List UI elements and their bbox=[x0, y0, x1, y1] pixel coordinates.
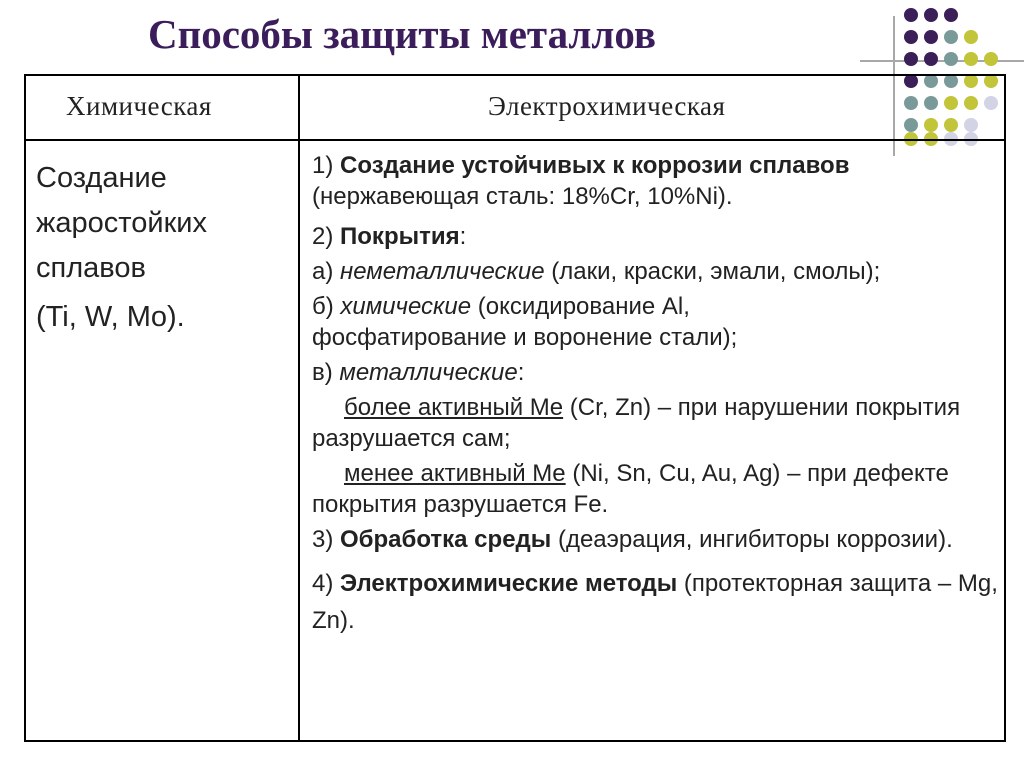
item-2v: в) металлические: bbox=[312, 359, 525, 386]
table-header-row bbox=[26, 76, 1004, 141]
item-2b: б) химические (оксидирование Al, фосфатирование и воронение стали); bbox=[312, 293, 738, 351]
chemical-line: сплавов bbox=[36, 252, 146, 284]
chemical-cell bbox=[36, 156, 286, 340]
item-1: 1) Создание устойчивых к коррозии сплавов (нержавеющая сталь: 18%Cr, 10%Ni). bbox=[312, 152, 850, 210]
chemical-line: Создание bbox=[36, 162, 167, 194]
slide-title: Способы защиты металлов bbox=[148, 11, 657, 57]
chemical-metals: (Ti, W, Mo). bbox=[36, 301, 185, 333]
methods-table bbox=[24, 74, 1006, 742]
column-divider bbox=[298, 76, 300, 740]
item-2: 2) Покрытия: bbox=[312, 223, 467, 250]
header-electrochemical: Электрохимическая bbox=[488, 91, 726, 121]
header-chemical: Химическая bbox=[66, 91, 212, 121]
item-2a: а) неметаллические (лаки, краски, эмали, смолы); bbox=[312, 258, 881, 285]
chemical-line: жаростойких bbox=[36, 207, 207, 239]
item-4: 4) Электрохимические методы (протекторная защита – Mg, Zn). bbox=[312, 570, 998, 634]
item-3: 3) Обработка среды (деаэрация, ингибиторы коррозии). bbox=[312, 526, 953, 553]
item-2v-less-active: менее активный Me (Ni, Sn, Cu, Au, Ag) – при дефекте покрытия разрушается Fe. bbox=[312, 460, 949, 518]
electrochemical-cell bbox=[312, 150, 1002, 639]
item-2v-more-active: более активный Me (Cr, Zn) – при нарушении покрытия разрушается сам; bbox=[312, 394, 961, 452]
